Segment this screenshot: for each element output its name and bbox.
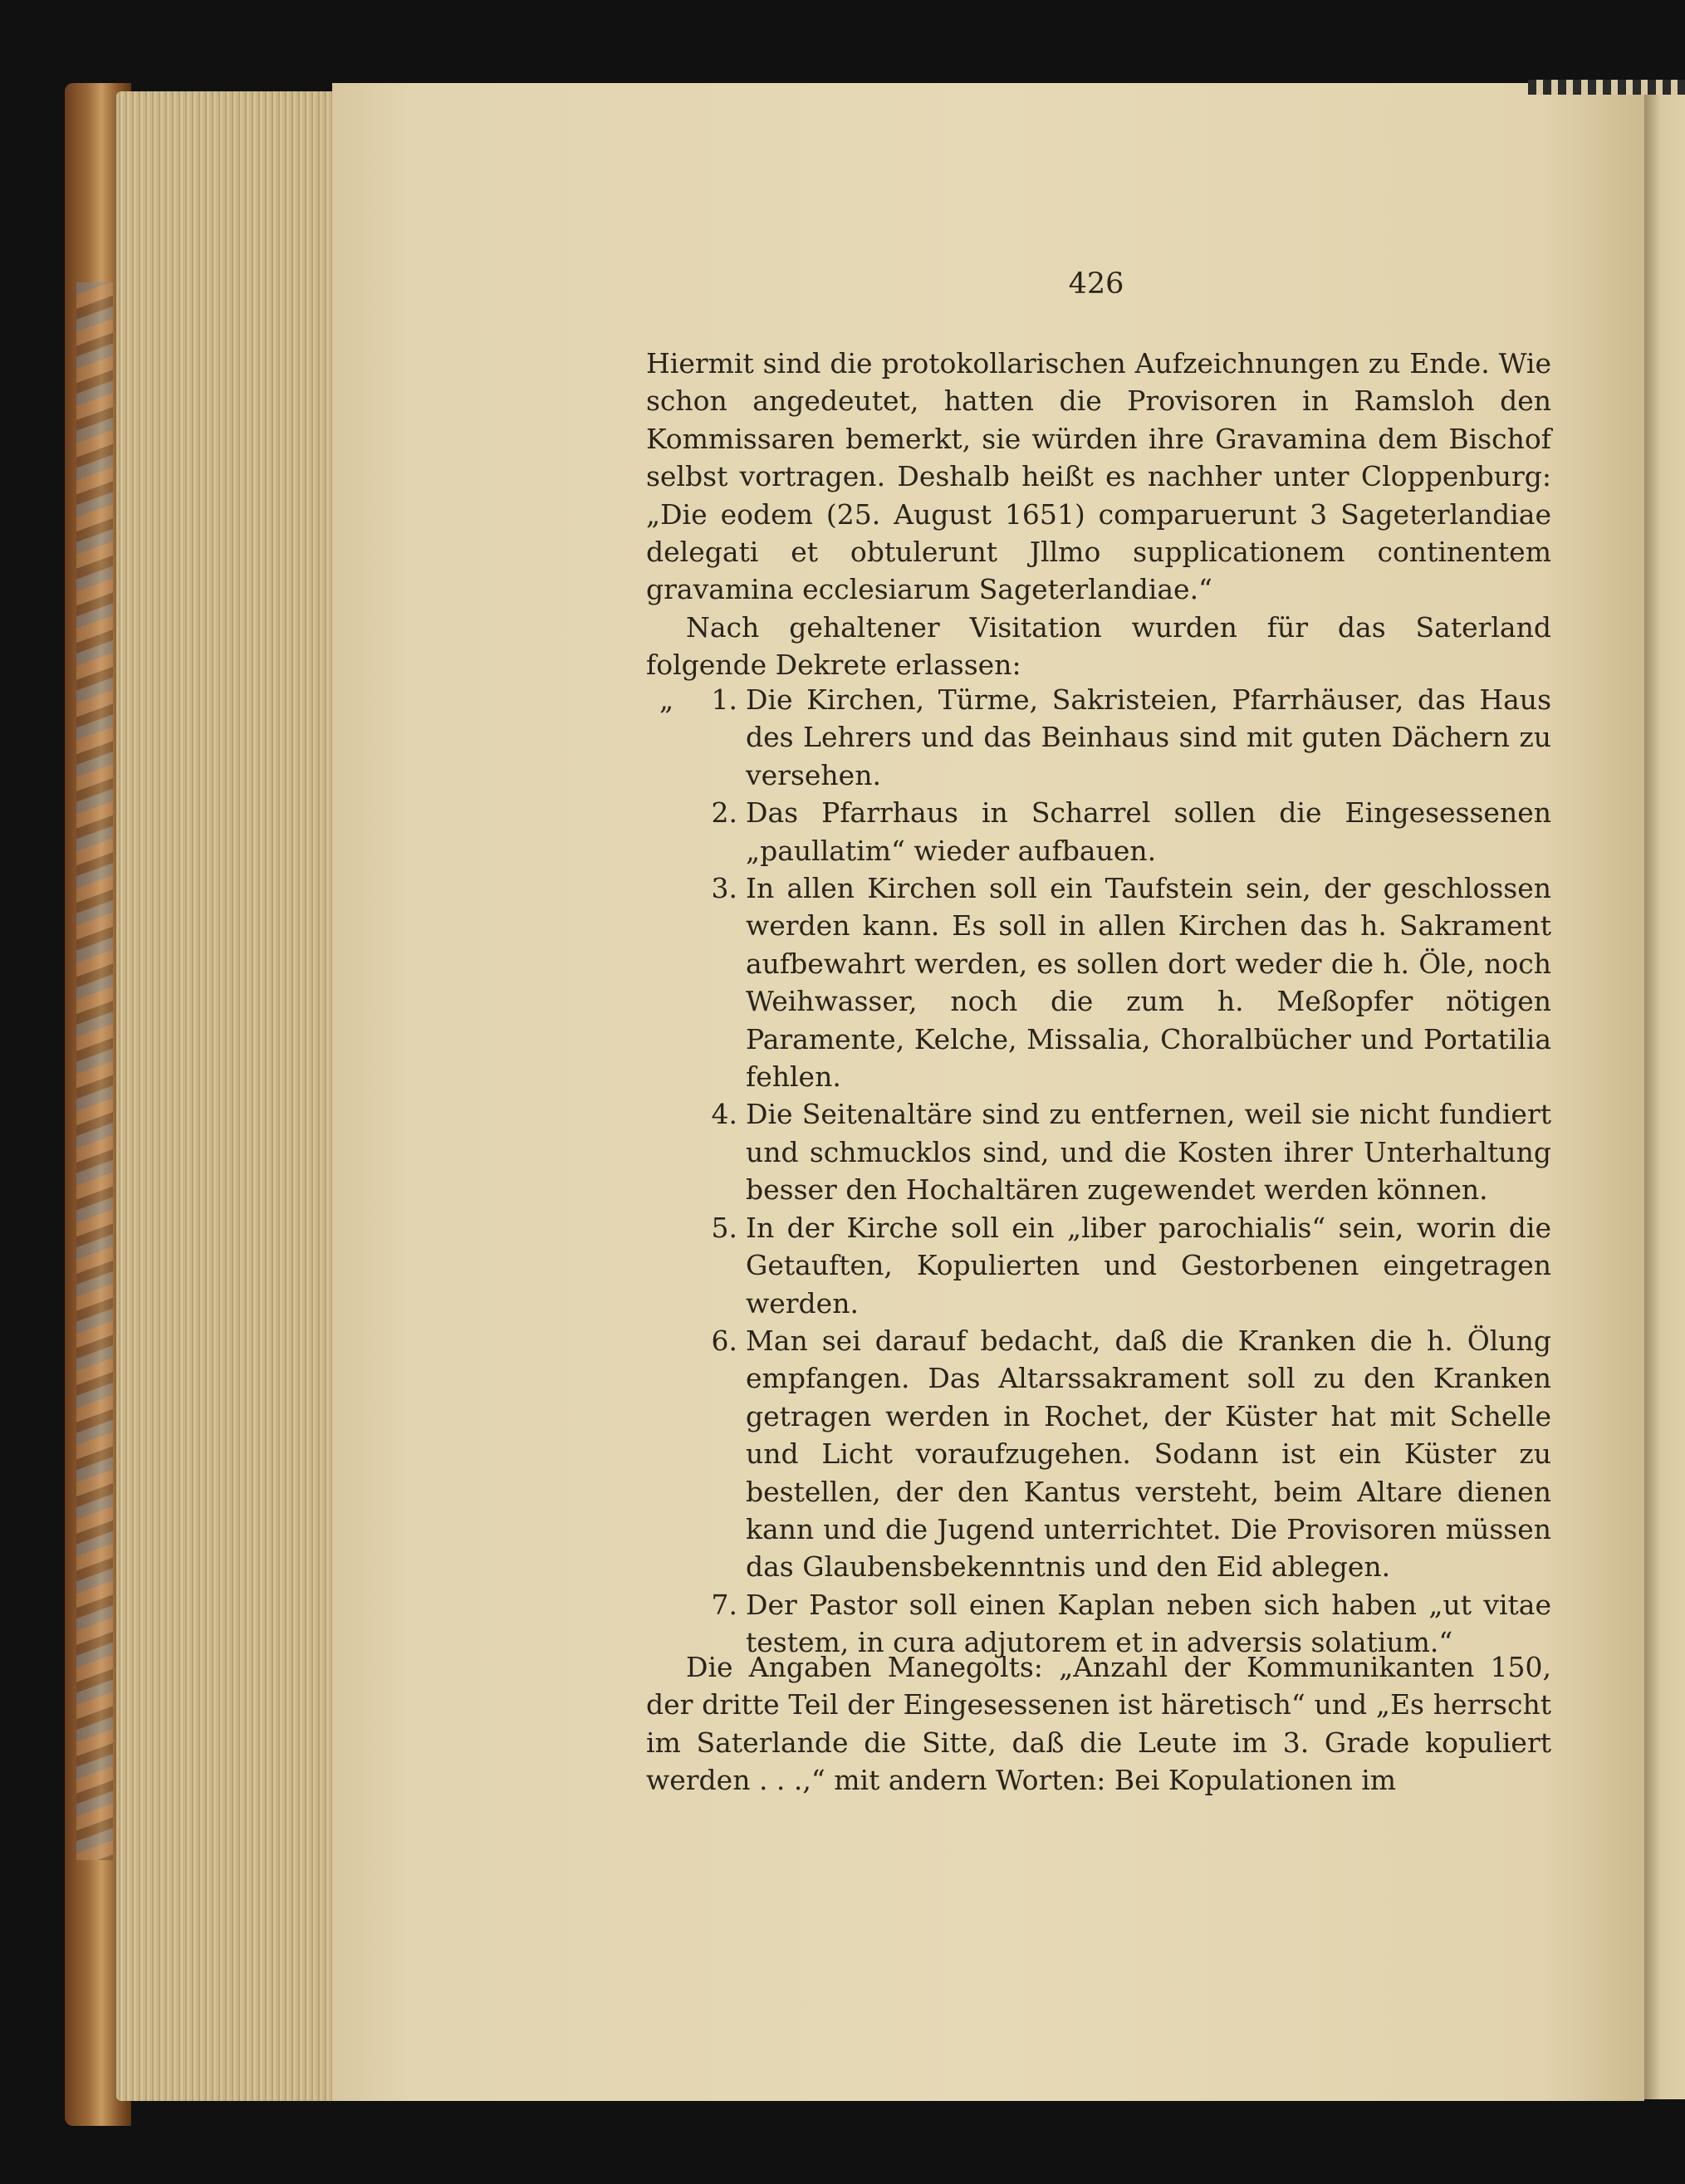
facing-page-edge: [1644, 90, 1685, 2099]
intro-paragraph: Hiermit sind die protokollarischen Aufzeichnungen zu Ende. Wie schon angedeutet, hatten die Provisoren in Ramsloh den Kommissaren bemerkt, sie würden ihre Gravamina dem Bischof selbst vortragen. Deshalb heißt es nachher unter Cloppenburg: „Die eodem (25. August 1651) comparuerunt 3 Sageterlandiae delegati et obtulerunt Jllmo supplicationem continentem gravamina ecclesiarum Sageterlandiae.“: [646, 347, 1551, 606]
decree-item: [646, 1095, 1551, 1208]
decree-text: In der Kirche soll ein „liber parochialis“ sein, worin die Getauften, Kopulierten und Gestorbenen eingetragen werden.: [746, 1211, 1551, 1320]
decree-text: Die Kirchen, Türme, Sakristeien, Pfarrhäuser, das Haus des Lehrers und das Beinhaus sind mit guten Dächern zu versehen.: [746, 683, 1551, 791]
decree-text: Der Pastor soll einen Kaplan neben sich haben „ut vitae testem, in cura adjutorem et in adversis solatium.“: [746, 1588, 1551, 1659]
decree-item: [646, 1209, 1551, 1322]
decree-number: 2.: [711, 796, 737, 830]
decree-text: Man sei darauf bedacht, daß die Kranken die h. Ölung empfangen. Das Altarssakrament soll zu den Kranken getragen werden in Rochet, der Küster hat mit Schelle und Licht voraufzugehen. Sodann ist ein Küster zu bestellen, der den Kantus versteht, beim Altare dienen kann und die Jugend unterrichtet. Die Provisoren müssen das Glaubensbekenntnis und den Eid ablegen.: [746, 1324, 1551, 1584]
decree-item: [646, 869, 1551, 1095]
closing-paragraph: Die Angaben Manegolts: „Anzahl der Kommunikanten 150, der dritte Teil der Eingesessenen ist häretisch“ und „Es herrscht im Saterlande die Sitte, daß die Leute im 3. Grade kopuliert werden . . .,“ mit andern Worten: Bei Kopulationen im: [646, 1651, 1551, 1797]
decree-text: Das Pfarrhaus in Scharrel sollen die Eingesessenen „paullatim“ wieder aufbauen.: [746, 796, 1551, 867]
marbled-endpaper: [76, 282, 113, 1860]
decree-item: [646, 794, 1551, 869]
visitation-paragraph: Nach gehaltener Visitation wurden für das Saterland folgende Dekrete erlassen:: [646, 610, 1551, 682]
decree-item: [646, 681, 1551, 794]
page-number: 426: [1068, 267, 1124, 301]
decree-text: Die Seitenaltäre sind zu entfernen, weil sie nicht fundiert und schmucklos sind, und die Kosten ihrer Unterhaltung besser den Hochaltären zugewendet werden können.: [746, 1098, 1551, 1207]
facing-page-header-strip: [1528, 80, 1685, 95]
decree-number: 3.: [711, 872, 737, 905]
decree-open-quote: „: [659, 683, 674, 716]
decree-number: 1.: [711, 683, 737, 716]
decree-number: 5.: [711, 1211, 737, 1244]
decree-number: 6.: [711, 1324, 737, 1357]
page-edges: [116, 91, 340, 2101]
decree-number: 7.: [711, 1588, 737, 1621]
closing-text: [646, 1648, 1551, 1800]
decree-text: In allen Kirchen soll ein Taufstein sein, der geschlossen werden kann. Es soll in allen Kirchen das h. Sakrament aufbewahrt werden, es sollen dort weder die h. Öle, noch Weihwasser, noch die zum h. Meßopfer nötigen Paramente, Kelche, Missalia, Choralbücher und Portatilia fehlen.: [746, 872, 1551, 1094]
decree-list: [646, 681, 1551, 1662]
decree-item: [646, 1322, 1551, 1586]
decree-number: 4.: [711, 1098, 737, 1131]
body-text: [646, 345, 1551, 684]
